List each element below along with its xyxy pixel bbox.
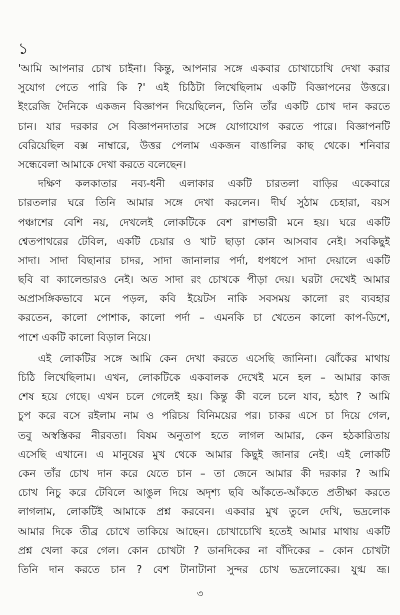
text-line: এসেছি এখানে। এ মানুষের মুখ থেকে আমার কিছুই জানার নেই। এই লোকটি bbox=[18, 448, 390, 461]
text-line: প্রশ্ন খেলা করে গেল। কোন চোখটা ? ডানদিকের না বাঁদিকের – কোন চোখটা bbox=[18, 544, 390, 557]
paragraph-3 bbox=[18, 350, 390, 580]
text-line: চুপ করে বসে রইলাম নাম ও পরিচয় বিনিময়ের পর। চাকর এসে চা দিয়ে গেল, bbox=[18, 410, 390, 423]
text-line: সাদা। সাদা বিছানার চাদর, সাদা জানালার পর্দা, ধপধপে সাদা দেয়ালে একটি bbox=[18, 254, 390, 267]
text-line: চোখ নিচু করে টেবিলে আঙুল দিয়ে অদৃশ্য ছবি আঁকতে-আঁকতে প্রতীক্ষা করতে bbox=[18, 487, 390, 500]
text-line: অপ্রাসঙ্গিকভাবে মনে পড়ল, কবি ইয়েটস নাকি সবসময় কালো রং ব্যবহার bbox=[18, 293, 390, 306]
text-line: তিনি দান করতে চান ? বেশ টানাটানা সুন্দর চোখ ভদ্রলোকের। যুগ্ম ভ্রূ। bbox=[18, 563, 390, 576]
page-number: ৩ bbox=[196, 589, 204, 600]
text-line: সুযোগ পেতে পারি কি ?' এই চিঠিটা লিখেছিলাম একটি বিজ্ঞাপনের উত্তরে। bbox=[18, 82, 390, 95]
text-line: তবু অস্বস্তিকর নীরবতা। বিষম অনুতাপ হতে লাগল আমার, কেন হঠকারিতায় bbox=[18, 429, 390, 442]
text-line: বেরিয়েছিল বক্স নাম্বারে, উত্তর পেলাম একজন বাঙালির কাছ থেকে। শনিবার bbox=[18, 139, 390, 152]
chapter-number: ১ bbox=[18, 39, 29, 58]
text-line: চান। যার দরকার সে বিজ্ঞাপনদাতার সঙ্গে যোগাযোগ করতে পারে। বিজ্ঞাপনটি bbox=[18, 120, 390, 133]
text-line: শ্বেতপাথরের টেবিল, একটি চেয়ার ও খাট ছাড়া কোন আসবাব নেই। সবকিছুই bbox=[18, 235, 390, 248]
text-line: চারতলার ঘরে তিনি আমার সঙ্গে দেখা করলেন। দীর্ঘ সুঠাম চেহারা, বয়স bbox=[18, 197, 390, 210]
paragraph-1 bbox=[18, 60, 390, 175]
text-line: ইংরেজি দৈনিকে একজন বিজ্ঞাপন দিয়েছিলেন, তিনি তাঁর একটি চোখ দান করতে bbox=[18, 101, 390, 114]
text-line: চিঠি লিখেছিলাম। এখন, লোকটিকে একবালক দেখেই মনে হল – আমার কাজ bbox=[18, 372, 390, 384]
body-text bbox=[18, 60, 390, 580]
text-line: লাগলাম, লোকটিই আমাকে প্রশ্ন করবেন। একবার মুখ তুলে দেখি, ভদ্রলোক bbox=[18, 506, 390, 519]
text-line: ছবি বা ক্যালেন্ডারও নেই। অত সাদা রং চোখকে পীড়া দেয়। ঘরটা দেখেই আমার bbox=[18, 274, 390, 287]
text-line: পঞ্চাশের বেশি নয়, দেখলেই লোকটিকে বেশ রাশভারী মনে হয়। ঘরে একটি bbox=[18, 216, 390, 229]
text-line: পাশে একটি কালো বিড়াল নিয়ে। bbox=[18, 331, 151, 344]
text-line: শেষ হয়ে গেছে। এখন চলে গেলেই হয়। কিন্তু কী বলে চলে যাব, হঠাৎ ? আমি bbox=[18, 391, 390, 404]
text-line: কেন তাঁর চোখ দান করে যেতে চান – তা জেনে আমার কী দরকার ? আমি bbox=[18, 467, 390, 480]
text-line: করতেন, কালো পোশাক, কালো পর্দা – এমনকি চা খেতেন কালো কাপ-ডিশে, bbox=[18, 312, 390, 325]
text-line: সন্ধেবেলা আমাকে দেখা করতে বলেছেন। bbox=[18, 158, 187, 171]
text-line: এই লোকটির সঙ্গে আমি কেন দেখা করতে এসেছি জানিনা। ঝোঁকের মাথায় bbox=[38, 352, 390, 365]
text-line: দক্ষিণ কলকাতার নব্য-ধনী এলাকার একটি চারতলা বাড়ির একেবারে bbox=[38, 178, 390, 191]
paragraph-2 bbox=[18, 175, 390, 348]
text-line: আমার দিকে তীব্র চোখে তাকিয়ে আছেন। চোখাচোখি হতেই আমার মাথায় একটি bbox=[18, 525, 390, 538]
text-line: 'আমি আপনার চোখ চাইনা। কিন্তু, আপনার সঙ্গে একবার চোখাচোখি দেখা করার bbox=[18, 63, 390, 75]
